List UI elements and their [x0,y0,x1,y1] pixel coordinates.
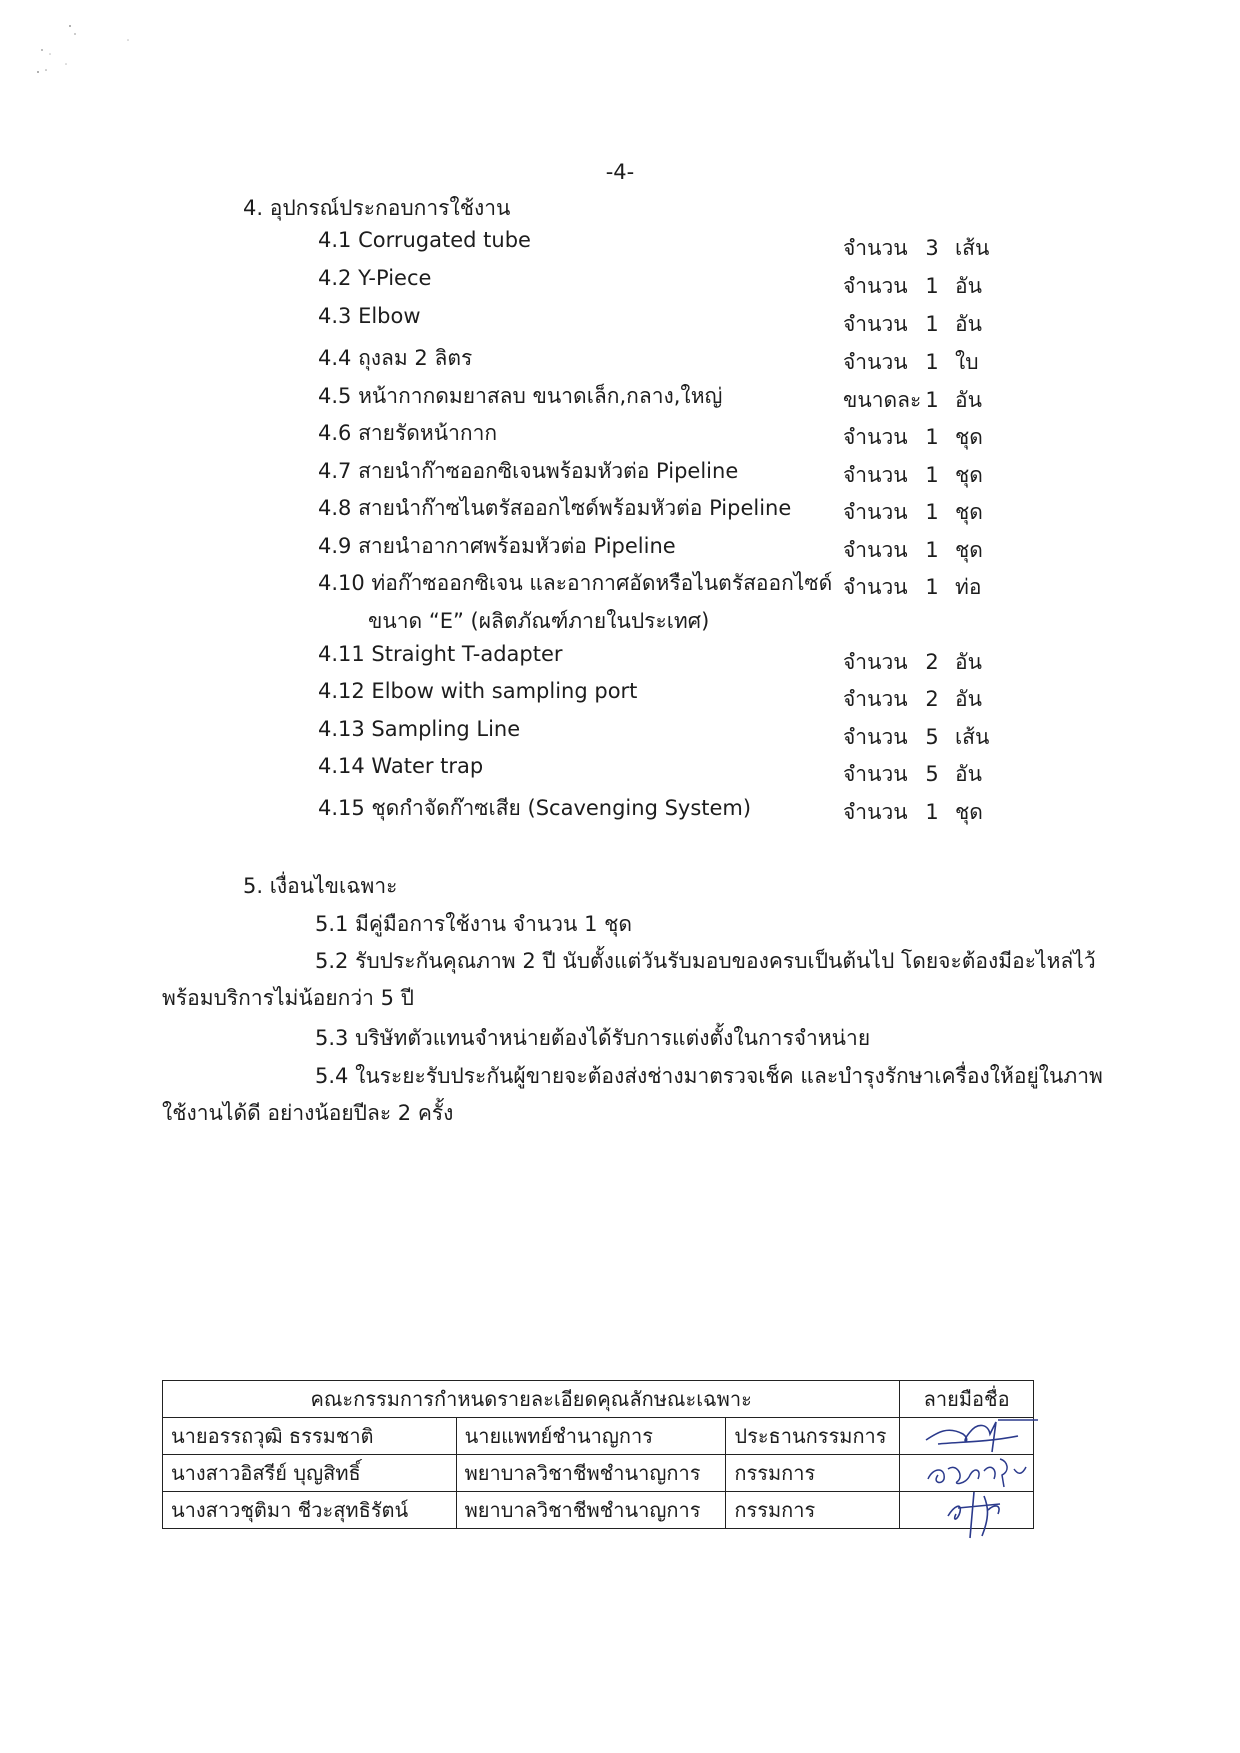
item-label: 4.10 ท่อก๊าซออกซิเจน และอากาศอัดหรือไนตรัสออกไซด์ [318,571,833,595]
quantity-word: จำนวน [843,800,908,824]
quantity-unit: ชุด [955,500,983,524]
quantity-number: 5 [925,762,939,786]
quantity-number: 1 [925,350,939,374]
section-5-heading: 5. เงื่อนไขเฉพาะ [243,874,398,898]
equipment-item [318,679,982,715]
quantity-word: จำนวน [843,274,908,298]
item-quantity [843,459,983,492]
item-label: 4.12 Elbow with sampling port [318,679,638,703]
member-role: กรรมการ [726,1455,900,1492]
item-quantity [843,421,983,454]
quantity-number: 1 [925,538,939,562]
condition-5-2-text: 5.2 รับประกันคุณภาพ 2 ปี นับตั้งแต่วันรับมอบของครบเป็นต้นไป โดยจะต้องมีอะไหล่ไว้ [315,949,1096,973]
quantity-number: 3 [925,236,939,260]
item-label: 4.2 Y-Piece [318,266,432,290]
committee-row [163,1418,1034,1455]
item-quantity [843,232,989,265]
quantity-unit: เส้น [955,725,990,749]
signature-cell [900,1492,1034,1529]
condition-5-4-line2: ใช้งานได้ดี อย่างน้อยปีละ 2 ครั้ง [162,1101,454,1125]
quantity-unit: อัน [955,687,982,711]
quantity-word: จำนวน [843,575,908,599]
quantity-unit: ชุด [955,538,983,562]
equipment-item [318,417,983,453]
quantity-unit: อัน [955,274,982,298]
condition-5-2-line2: พร้อมบริการไม่น้อยกว่า 5 ปี [162,986,414,1010]
section-4-heading: 4. อุปกรณ์ประกอบการใช้งาน [243,196,511,220]
quantity-word: จำนวน [843,425,908,449]
member-position: นายแพทย์ชำนาญการ [456,1418,726,1455]
item-label: 4.14 Water trap [318,754,484,778]
item-quantity [843,270,982,303]
item-quantity [843,721,989,754]
quantity-number: 5 [925,725,939,749]
equipment-item [318,642,982,678]
quantity-word: จำนวน [843,350,908,374]
member-position: พยาบาลวิชาชีพชำนาญการ [456,1492,726,1529]
quantity-unit: เส้น [955,236,990,260]
equipment-item [318,530,983,566]
item-label: 4.1 Corrugated tube [318,228,531,252]
item-quantity [843,571,981,604]
item-label-continued: ขนาด “E” (ผลิตภัณฑ์ภายในประเทศ) [368,609,710,633]
equipment-item [318,792,983,828]
quantity-word: จำนวน [843,500,908,524]
page-number: -4- [605,160,635,184]
scan-specks [30,20,150,80]
equipment-item [318,492,983,528]
signature-3 [918,1486,1048,1542]
item-label: 4.3 Elbow [318,304,421,328]
quantity-number: 2 [925,687,939,711]
item-label: 4.13 Sampling Line [318,717,521,741]
committee-header: คณะกรรมการกำหนดรายละเอียดคุณลักษณะเฉพาะ [163,1381,900,1418]
condition-5-4-line1 [162,1060,1103,1093]
quantity-unit: อัน [955,762,982,786]
item-quantity [843,796,983,829]
quantity-word: จำนวน [843,463,908,487]
quantity-word: ขนาดละ [843,388,922,412]
equipment-item [318,380,982,416]
item-quantity [843,758,982,791]
quantity-word: จำนวน [843,650,908,674]
item-label: 4.7 สายนำก๊าซออกซิเจนพร้อมหัวต่อ Pipeline [318,459,739,483]
condition-5-2-line1 [162,945,1096,978]
quantity-unit: อัน [955,388,982,412]
item-quantity [843,496,983,529]
quantity-unit: ชุด [955,800,983,824]
item-label: 4.5 หน้ากากดมยาสลบ ขนาดเล็ก,กลาง,ใหญ่ [318,384,723,408]
member-position: พยาบาลวิชาชีพชำนาญการ [456,1455,726,1492]
quantity-number: 1 [925,274,939,298]
item-label: 4.11 Straight T-adapter [318,642,563,666]
quantity-number: 1 [925,425,939,449]
equipment-item [318,567,982,633]
quantity-word: จำนวน [843,312,908,336]
quantity-word: จำนวน [843,538,908,562]
quantity-word: จำนวน [843,725,908,749]
member-role: กรรมการ [726,1492,900,1529]
quantity-number: 2 [925,650,939,674]
item-label: 4.15 ชุดกำจัดก๊าซเสีย (Scavenging System) [318,796,752,820]
item-quantity [843,384,982,417]
member-name: นางสาวอิสรีย์ บุญสิทธิ์ [163,1455,457,1492]
item-label: 4.9 สายนำอากาศพร้อมหัวต่อ Pipeline [318,534,676,558]
condition-5-3: 5.3 บริษัทตัวแทนจำหน่ายต้องได้รับการแต่งตั้งในการจำหน่าย [315,1026,871,1050]
quantity-unit: อัน [955,312,982,336]
equipment-item [318,717,990,753]
item-quantity [843,646,982,679]
item-label: 4.4 ถุงลม 2 ลิตร [318,346,473,370]
item-quantity [843,534,983,567]
quantity-word: จำนวน [843,762,908,786]
quantity-word: จำนวน [843,687,908,711]
quantity-unit: อัน [955,650,982,674]
quantity-number: 1 [925,800,939,824]
item-label: 4.6 สายรัดหน้ากาก [318,421,498,445]
member-name: นางสาวชุติมา ชีวะสุทธิรัตน์ [163,1492,457,1529]
member-name: นายอรรถวุฒิ ธรรมชาติ [163,1418,457,1455]
quantity-unit: ใบ [955,350,979,374]
item-quantity [843,683,982,716]
equipment-item [318,304,982,340]
committee-row [163,1455,1034,1492]
signature-header: ลายมือชื่อ [900,1381,1034,1418]
quantity-number: 1 [925,388,939,412]
committee-table [162,1380,1034,1529]
quantity-unit: ชุด [955,425,983,449]
quantity-number: 1 [925,463,939,487]
committee-row [163,1492,1034,1529]
equipment-item [318,266,982,302]
condition-5-1: 5.1 มีคู่มือการใช้งาน จำนวน 1 ชุด [315,912,632,936]
quantity-unit: ชุด [955,463,983,487]
committee-header-row [163,1381,1034,1418]
equipment-item [318,228,990,264]
quantity-number: 1 [925,312,939,336]
quantity-word: จำนวน [843,236,908,260]
member-role: ประธานกรรมการ [726,1418,900,1455]
equipment-item [318,342,978,378]
quantity-unit: ท่อ [955,575,982,599]
item-quantity [843,346,979,379]
item-quantity [843,308,982,341]
quantity-number: 1 [925,575,939,599]
item-label: 4.8 สายนำก๊าซไนตรัสออกไซด์พร้อมหัวต่อ Pipeline [318,496,792,520]
quantity-number: 1 [925,500,939,524]
condition-5-4-text: 5.4 ในระยะรับประกันผู้ขายจะต้องส่งช่างมาตรวจเช็ค และบำรุงรักษาเครื่องให้อยู่ในภาพ [315,1064,1103,1088]
equipment-item [318,754,982,790]
equipment-item [318,455,983,491]
